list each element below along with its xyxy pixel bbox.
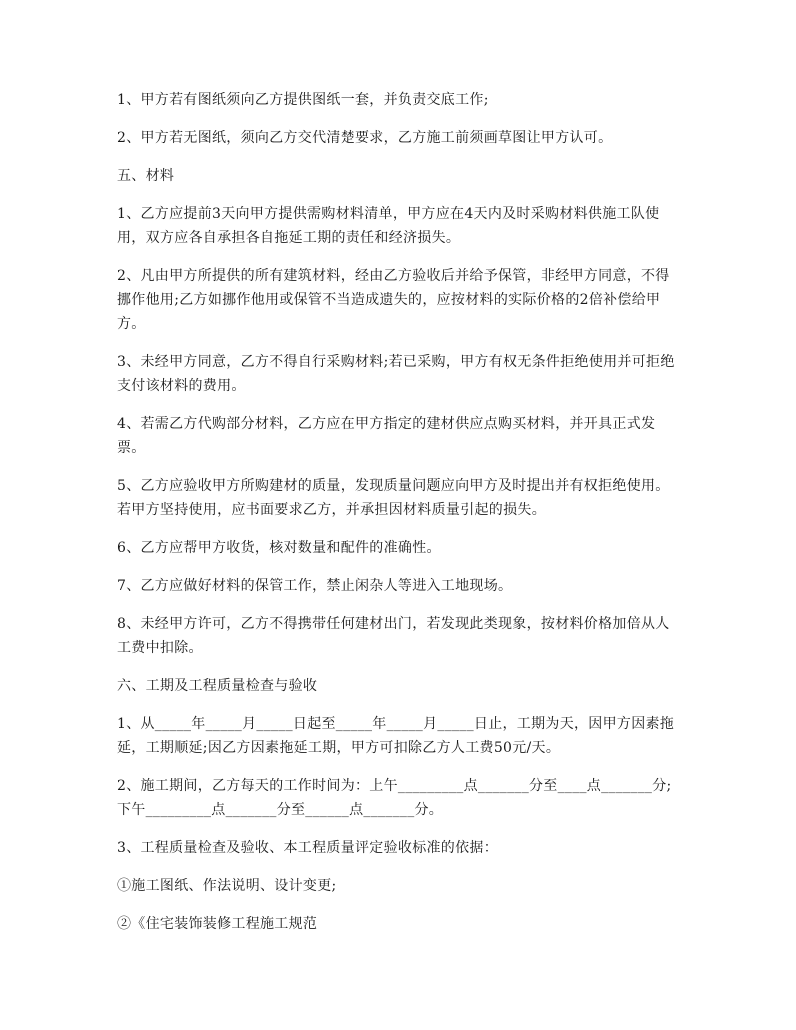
clause-4-2: 2、甲方若无图纸，须向乙方交代清楚要求，乙方施工前须画草图让甲方认可。 — [117, 130, 613, 146]
document-body — [117, 88, 683, 950]
clause-6-3: 3、工程质量检查及验收、本工程质量评定验收标准的依据： — [117, 840, 499, 856]
clause-5-4: 4、若需乙方代购部分材料，乙方应在甲方指定的建材供应点购买材料，并开具正式发票。 — [117, 416, 656, 456]
clause-6-3-item-2: ②《住宅装饰装修工程施工规范 — [117, 916, 318, 932]
clause-6-3-item-1: ①施工图纸、作法说明、设计变更; — [117, 878, 337, 894]
clause-5-7: 7、乙方应做好材料的保管工作，禁止闲杂人等进入工地现场。 — [117, 578, 513, 594]
clause-6-2: 2、施工期间，乙方每天的工作时间为：上午_________点_______分至____点_______分;下午_________点_______分至______点_______分。 — [117, 778, 672, 818]
clause-6-1: 1、从_____年_____月_____日起至_____年_____月_____日止，工期为天，因甲方因素拖延，工期顺延;因乙方因素拖延工期，甲方可扣除乙方人工费50元/天。 — [117, 716, 675, 756]
clause-5-2: 2、凡由甲方所提供的所有建筑材料，经由乙方验收后并给予保管，非经甲方同意，不得挪作他用;乙方如挪作他用或保管不当造成遗失的，应按材料的实际价格的2倍补偿给甲方。 — [117, 268, 670, 332]
clause-4-1: 1、甲方若有图纸须向乙方提供图纸一套，并负责交底工作; — [117, 92, 489, 108]
clause-5-8: 8、未经甲方许可，乙方不得携带任何建材出门，若发现此类现象，按材料价格加倍从人工费中扣除。 — [117, 616, 670, 656]
clause-5-3: 3、未经甲方同意，乙方不得自行采购材料;若已采购，甲方有权无条件拒绝使用并可拒绝支付该材料的费用。 — [117, 354, 675, 394]
clause-5-6: 6、乙方应帮甲方收货，核对数量和配件的准确性。 — [117, 540, 441, 556]
section-heading-materials: 五、材料 — [117, 168, 175, 184]
clause-5-1: 1、乙方应提前3天向甲方提供需购材料清单，甲方应在4天内及时采购材料供施工队使用，双方应各自承担各自拖延工期的责任和经济损失。 — [117, 206, 660, 246]
clause-5-5: 5、乙方应验收甲方所购建材的质量，发现质量问题应向甲方及时提出并有权拒绝使用。若甲方坚持使用，应书面要求乙方，并承担因材料质量引起的损失。 — [117, 478, 670, 518]
section-heading-schedule-quality: 六、工期及工程质量检查与验收 — [117, 678, 318, 694]
